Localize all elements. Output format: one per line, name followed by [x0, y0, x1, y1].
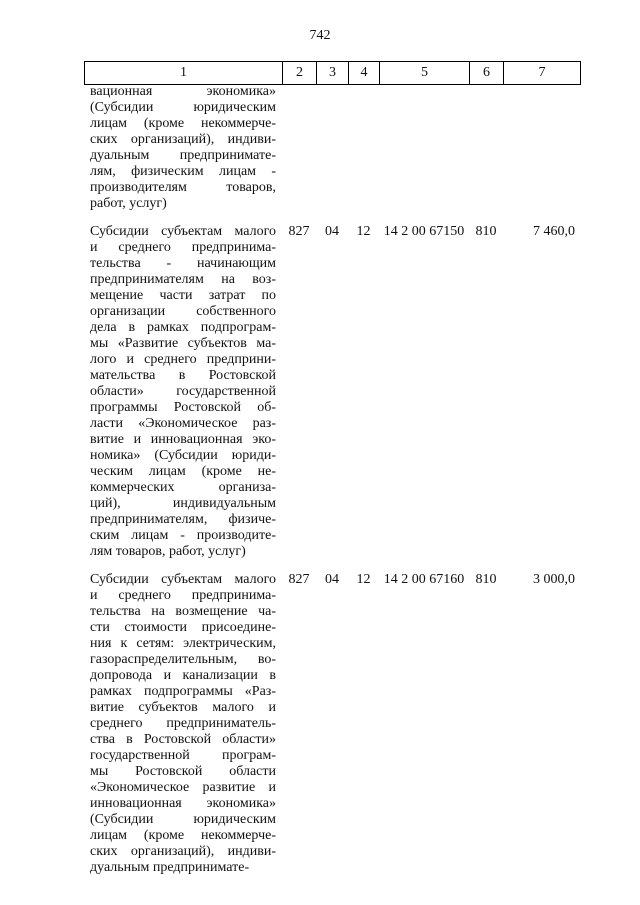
table-cell-subsection-code [348, 84, 379, 212]
table-row-description [84, 84, 282, 212]
row-gap [84, 212, 581, 224]
table-cell-amount: 3 000,0 [533, 572, 575, 587]
header-col-5: 5 [379, 61, 469, 85]
description-line: номика» (Субсидии юриди- [90, 448, 276, 463]
description-line: Субсидии субъектам малого [90, 224, 276, 239]
table-row-description [84, 224, 282, 560]
table-cell-section-code: 04 [325, 224, 339, 239]
table-cell-expense-type-code: 810 [475, 224, 497, 239]
description-line: витие субъектов малого и [90, 700, 276, 715]
table-cell-subsection-code: 12 [356, 572, 371, 587]
description-line: витие и инновационная эко- [90, 432, 276, 447]
header-col-1: 1 [84, 61, 282, 85]
description-line: коммерческих организа- [90, 480, 276, 495]
description-line: газораспределительным, во- [90, 652, 276, 667]
description-line: тельства - начинающим [90, 256, 276, 271]
description-line: рамках подпрограммы «Раз- [90, 684, 276, 699]
description-line: лям товаров, работ, услуг) [90, 544, 246, 559]
description-line: ния к сетям: электрическим, [90, 636, 276, 651]
description-line: среднего предприниматель- [90, 716, 276, 731]
description-line: ских организаций), индиви- [90, 132, 276, 147]
description-line: работ, услуг) [90, 196, 167, 211]
header-col-3: 3 [316, 61, 348, 85]
description-line: организации собственного [90, 304, 276, 319]
description-line: дуальным предпринимате- [90, 860, 250, 875]
description-line: и среднего предпринима- [90, 588, 276, 603]
description-line: лицам (кроме некоммерче- [90, 116, 276, 131]
header-col-6: 6 [469, 61, 503, 85]
table-cell-target-article-code [379, 84, 469, 212]
table-cell-amount: 7 460,0 [533, 224, 575, 239]
description-line: области» государственной [90, 384, 276, 399]
table-cell-amount [503, 84, 581, 212]
table-cell-target-article-code: 14 2 00 67150 [383, 224, 465, 239]
table-cell-section-code [316, 84, 348, 212]
description-line: предпринимателям, физиче- [90, 512, 276, 527]
table-cell-admin-code: 827 [288, 572, 310, 587]
header-col-4: 4 [348, 61, 379, 85]
description-line: программы Ростовской об- [90, 400, 276, 415]
description-line: ских организаций), индиви- [90, 844, 276, 859]
description-line: дела в рамках подпрограм- [90, 320, 276, 335]
description-line: ласти «Экономическое раз- [90, 416, 276, 431]
page-number: 742 [309, 28, 331, 43]
description-line: мы «Развитие субъектов ма- [90, 336, 276, 351]
header-col-2: 2 [282, 61, 316, 85]
description-line: ским лицам - производите- [90, 528, 276, 543]
description-line: ческим лицам (кроме не- [90, 464, 276, 479]
description-line: лого и среднего предприни- [90, 352, 276, 367]
description-line: допровода и канализации в [90, 668, 276, 683]
description-line: мещение части затрат по [90, 288, 276, 303]
description-line: сти стоимости присоедине- [90, 620, 276, 635]
header-col-7: 7 [503, 61, 581, 85]
description-line: лицам (кроме некоммерче- [90, 828, 276, 843]
table-cell-expense-type-code: 810 [475, 572, 497, 587]
description-line: (Субсидии юридическим [90, 100, 276, 115]
description-line: «Экономическое развитие и [90, 780, 276, 795]
description-line: лям, физическим лицам - [90, 164, 276, 179]
description-line: ства в Ростовской области» [90, 732, 276, 747]
table-cell-subsection-code: 12 [356, 224, 371, 239]
table-cell-target-article-code: 14 2 00 67160 [383, 572, 465, 587]
description-line: ций), индивидуальным [90, 496, 276, 511]
description-line: вационная экономика» [90, 84, 276, 99]
description-line: мы Ростовской области [90, 764, 276, 779]
table-body [84, 84, 602, 876]
description-line: и среднего предпринима- [90, 240, 276, 255]
description-line: дуальным предпринимате- [90, 148, 276, 163]
row-gap [84, 560, 581, 572]
table-cell-admin-code: 827 [288, 224, 310, 239]
description-line: производителям товаров, [90, 180, 276, 195]
table-cell-admin-code [282, 84, 316, 212]
description-line: предпринимателям на воз- [90, 272, 276, 287]
description-line: Субсидии субъектам малого [90, 572, 276, 587]
description-line: тельства на возмещение ча- [90, 604, 276, 619]
description-line: мательства в Ростовской [90, 368, 276, 383]
budget-table [84, 61, 602, 85]
table-row-description [84, 572, 282, 876]
table-cell-section-code: 04 [325, 572, 339, 587]
description-line: государственной програм- [90, 748, 276, 763]
description-line: (Субсидии юридическим [90, 812, 276, 827]
table-cell-expense-type-code [469, 84, 503, 212]
description-line: инновационная экономика» [90, 796, 276, 811]
